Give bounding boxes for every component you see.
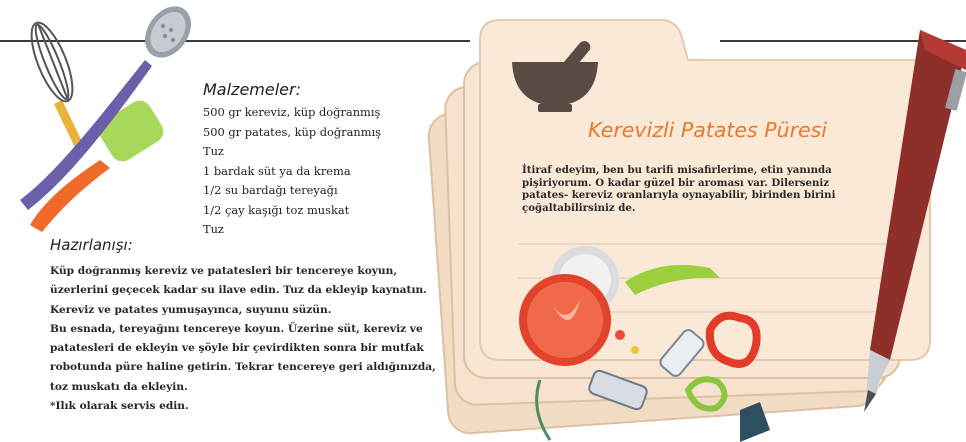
whisk-spoon-spatula-icon (0, 0, 200, 240)
ingredients-title: Malzemeler: (203, 80, 301, 99)
recipe-note (522, 164, 872, 214)
recipe-note-line: pişiriyorum. O kadar güzel bir aroması var. Dilerseniz (522, 176, 830, 189)
preparation-steps (50, 262, 445, 416)
recipe-card-stack (420, 0, 966, 442)
ingredient-item: 1 bardak süt ya da krema (203, 163, 351, 178)
preparation-line: üzerlerini geçecek kadar su ilave edin. Tuz da ekleyip kaynatın. (50, 284, 427, 297)
preparation-title: Hazırlanışı: (50, 236, 133, 254)
ingredients-list (203, 103, 381, 240)
ingredient-item: 500 gr patates, küp doğranmış (203, 124, 382, 139)
ingredient-item: 1/2 çay kaşığı toz muskat (203, 202, 350, 217)
recipe-title: Kerevizli Patates Püresi (588, 118, 828, 142)
preparation-line: Kereviz ve patates yumuşayınca, suyunu süzün. (50, 303, 332, 316)
preparation-line: toz muskatı da ekleyin. (50, 380, 188, 393)
ingredient-item: 1/2 su bardağı tereyağı (203, 183, 338, 197)
recipe-note-line: İtiraf edeyim, ben bu tarifi misafirlerime, etin yanında (522, 164, 832, 176)
preparation-line: *Ilık olarak servis edin. (50, 400, 189, 413)
ingredient-item: 500 gr kereviz, küp doğranmış (203, 105, 381, 119)
recipe-note-line: patates- kereviz oranlarıyla oynayabilir, birinden birini (522, 189, 836, 202)
preparation-line: robotunda püre haline getirin. Tekrar tencereye geri aldığınızda, (50, 361, 436, 374)
recipe-note-line: çoğaltabilirsiniz de. (522, 201, 636, 214)
preparation-line: Bu esnada, tereyağını tencereye koyun. Üzerine süt, kereviz ve (50, 322, 423, 335)
preparation-line: Küp doğranmış kereviz ve patatesleri bir tencereye koyun, (50, 265, 398, 277)
ingredient-item: Tuz (203, 144, 224, 158)
preparation-line: patatesleri de ekleyin ve şöyle bir çevirdikten sonra bir mutfak (50, 342, 424, 355)
ingredient-item: Tuz (203, 222, 224, 236)
